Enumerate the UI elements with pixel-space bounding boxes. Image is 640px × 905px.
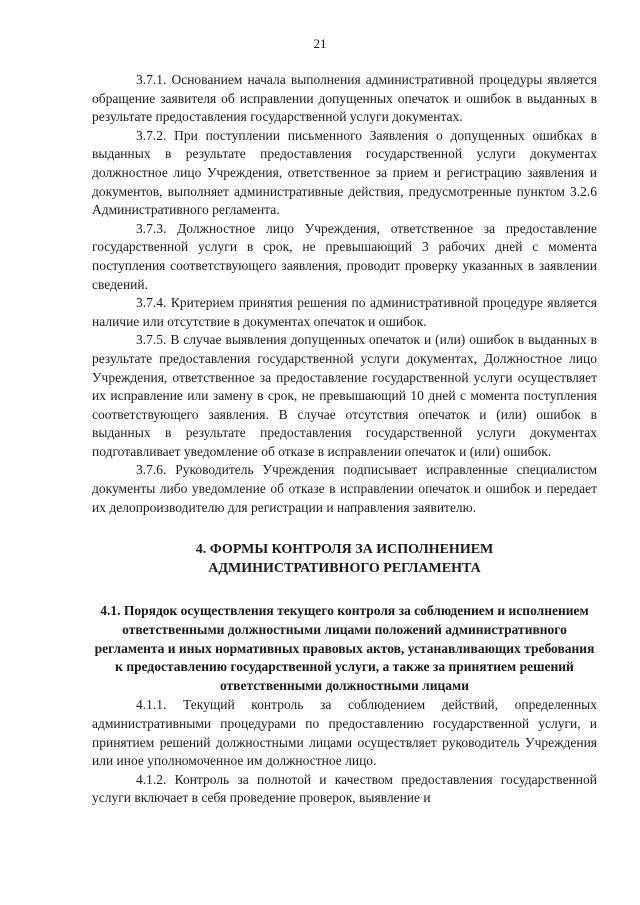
paragraph-3-7-3: 3.7.3. Должностное лицо Учреждения, ответственное за предоставление государственной услуги в срок, не превышающий 3 рабочих дней с момента поступления соответствующего заявления, проводит проверку указанных в заявлении сведений. <box>92 220 597 292</box>
page-number: 21 <box>313 36 327 51</box>
section-title-line1: 4. ФОРМЫ КОНТРОЛЯ ЗА ИСПОЛНЕНИЕМ <box>195 542 494 558</box>
paragraph-3-7-2: 3.7.2. При поступлении письменного Заявления о допущенных ошибках в выданных в результате предоставления государственной услуги документах должностное лицо Учреждения, ответственное за прием и регистрацию заявления и документов, выполняет административные действия, предусмотренные пунктом 3.2.6 Административного регламента. <box>92 127 597 218</box>
paragraph-3-7-5: 3.7.5. В случае выявления допущенных опечаток и (или) ошибок в выданных в результате предоставления государственной услуги документах, Должностное лицо Учреждения, ответственное за предоставление государственной услуги осуществляет их исправление или замену в срок, не превышающий 10 дней с момента поступления соответствующего заявления. В случае отсутствия опечаток и (или) ошибок в выданных в результате предоставления государственной услуги документах подготавливает уведомление об отказе в исправлении опечаток и (или) ошибок. <box>92 332 597 459</box>
paragraph-3-7-1: 3.7.1. Основанием начала выполнения административной процедуры является обращение заявителя об исправлении допущенных опечаток и ошибок в выданных в результате предоставления государственной услуги документах. <box>92 72 597 125</box>
paragraph-4-1-2: 4.1.2. Контроль за полнотой и качеством предоставления государственной услуги включает в себя проведение проверок, выявление и <box>92 771 597 806</box>
section-title <box>92 541 597 578</box>
section-title-line2: АДМИНИСТРАТИВНОГО РЕГЛАМЕНТА <box>208 560 481 576</box>
paragraph-3-7-6: 3.7.6. Руководитель Учреждения подписывает исправленные специалистом документы либо уведомление об отказе в исправлении опечаток и ошибок и передает их делопроизводителю для регистрации и направления заявителю. <box>92 462 597 515</box>
paragraph-3-7-4: 3.7.4. Критерием принятия решения по административной процедуре является наличие или отсутствие в документах опечаток и ошибок. <box>92 295 597 329</box>
subsection-title: 4.1. Порядок осуществления текущего контроля за соблюдением и исполнением ответственными должностными лицами положений административного регламента и иных нормативных правовых актов, устанавливающих требования к предоставлению государственной услуги, а также за принятием решений ответственными должностными лицами <box>94 603 595 693</box>
document-body <box>92 71 597 808</box>
paragraph-4-1-1: 4.1.1. Текущий контроль за соблюдением действий, определенных административными процедурами по предоставлению государственной услуги, и принятием решений должностными лицами осуществляет руководитель Учреждения или иное уполномоченное им должностное лицо. <box>92 697 597 769</box>
